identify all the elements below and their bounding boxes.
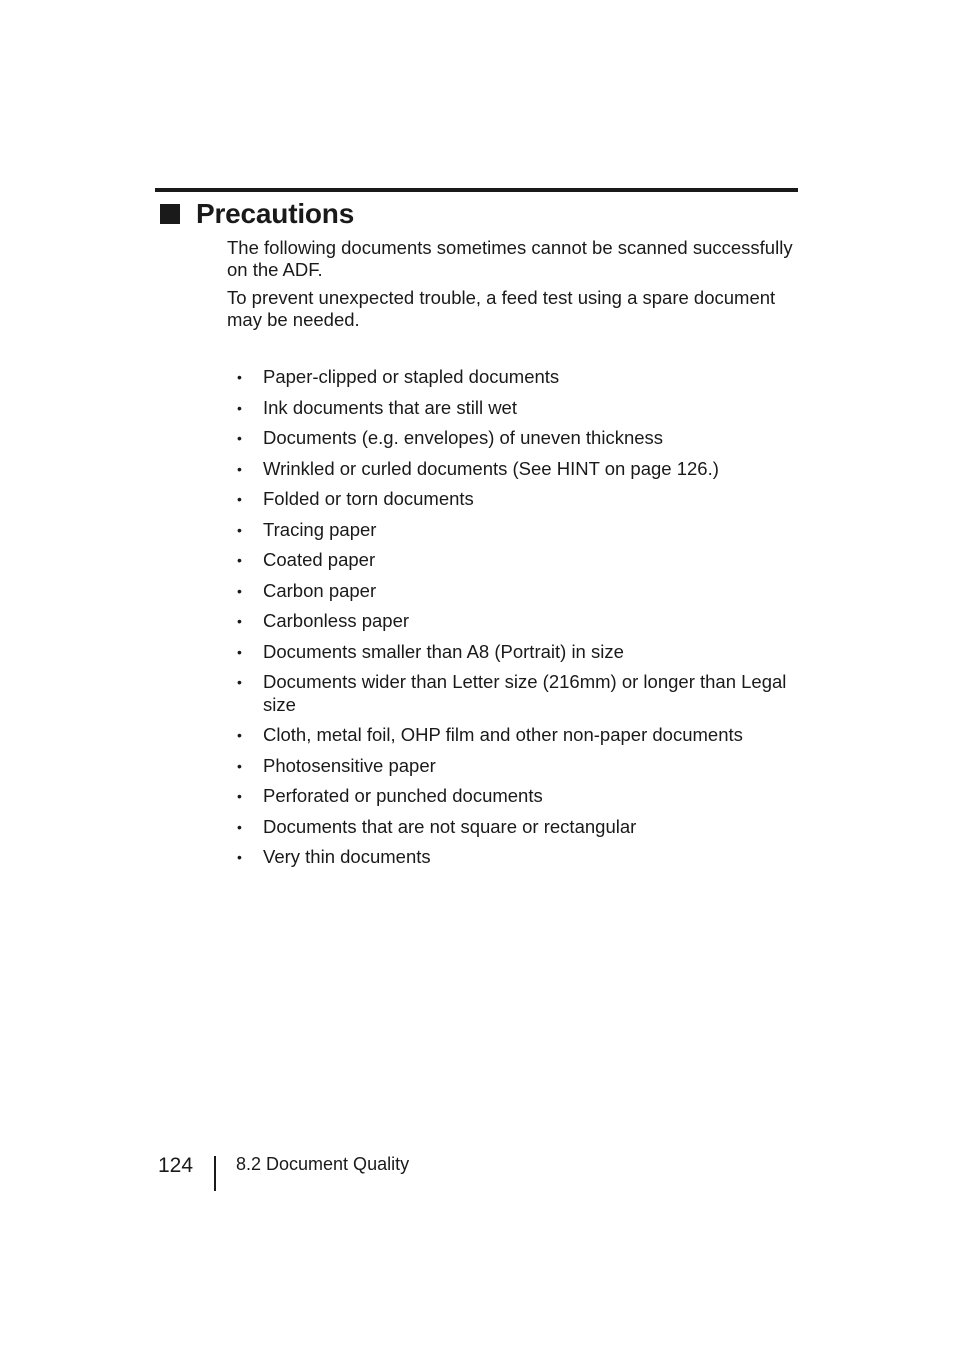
list-item — [227, 671, 802, 716]
bullet-icon: • — [237, 552, 242, 568]
list-item-text: Ink documents that are still wet — [263, 396, 517, 418]
bullet-icon: • — [237, 727, 242, 743]
bullet-icon: • — [237, 460, 242, 477]
bullet-icon: • — [237, 818, 242, 835]
list-item-text: Carbon paper — [263, 579, 377, 601]
list-item-text: Photosensitive paper — [263, 754, 436, 776]
bullet-icon: • — [237, 521, 242, 538]
list-item-text: Paper-clipped or stapled documents — [263, 366, 560, 387]
list-item — [227, 549, 802, 572]
list-item-text: Carbonless paper — [263, 610, 410, 631]
list-item-text: Documents (e.g. envelopes) of uneven thickness — [263, 427, 664, 448]
list-item — [227, 610, 802, 633]
footer-section-label: 8.2 Document Quality — [236, 1154, 410, 1174]
precautions-list — [227, 366, 802, 877]
intro-paragraph: The following documents sometimes cannot be scanned successfully on the ADF. — [227, 237, 793, 280]
list-item — [227, 397, 802, 420]
list-item — [227, 488, 802, 511]
bullet-icon: • — [237, 582, 242, 599]
bullet-icon: • — [237, 430, 242, 446]
list-item-text: Wrinkled or curled documents (See HINT on page 126.) — [263, 457, 719, 479]
list-item — [227, 846, 802, 869]
list-item — [227, 755, 802, 778]
heading-square-icon — [160, 204, 180, 224]
list-item-text: Very thin documents — [263, 846, 431, 867]
section-heading — [160, 196, 354, 232]
section-top-rule — [155, 188, 798, 192]
list-item — [227, 427, 802, 450]
list-item-text: Perforated or punched documents — [263, 785, 543, 806]
bullet-icon: • — [237, 643, 242, 660]
bullet-icon: • — [237, 757, 242, 774]
bullet-icon: • — [237, 399, 242, 416]
list-item-text: Cloth, metal foil, OHP film and other non-paper documents — [263, 724, 743, 745]
bullet-icon: • — [237, 849, 242, 865]
list-item — [227, 580, 802, 603]
bullet-icon: • — [237, 674, 242, 690]
list-item — [227, 641, 802, 664]
intro-block — [227, 237, 802, 337]
bullet-icon: • — [237, 613, 242, 629]
list-item — [227, 816, 802, 839]
list-item-text: Tracing paper — [263, 518, 377, 540]
bullet-icon: • — [237, 491, 242, 507]
list-item — [227, 519, 802, 542]
list-item-text: Coated paper — [263, 549, 376, 570]
bullet-icon: • — [237, 369, 242, 385]
list-item-text: Documents that are not square or rectangular — [263, 815, 637, 837]
list-item-text: Folded or torn documents — [263, 488, 474, 509]
list-item — [227, 458, 802, 481]
intro-paragraph: To prevent unexpected trouble, a feed test using a spare document may be needed. — [227, 287, 776, 330]
list-item-text: Documents smaller than A8 (Portrait) in size — [263, 640, 624, 662]
section-title: Precautions — [196, 198, 355, 229]
list-item-text: Documents wider than Letter size (216mm) or longer than Legal size — [263, 671, 787, 715]
bullet-icon: • — [237, 788, 242, 804]
footer-divider — [214, 1156, 216, 1191]
page-number: 124 — [158, 1154, 194, 1177]
list-item — [227, 785, 802, 808]
list-item — [227, 366, 802, 389]
list-item — [227, 724, 802, 747]
